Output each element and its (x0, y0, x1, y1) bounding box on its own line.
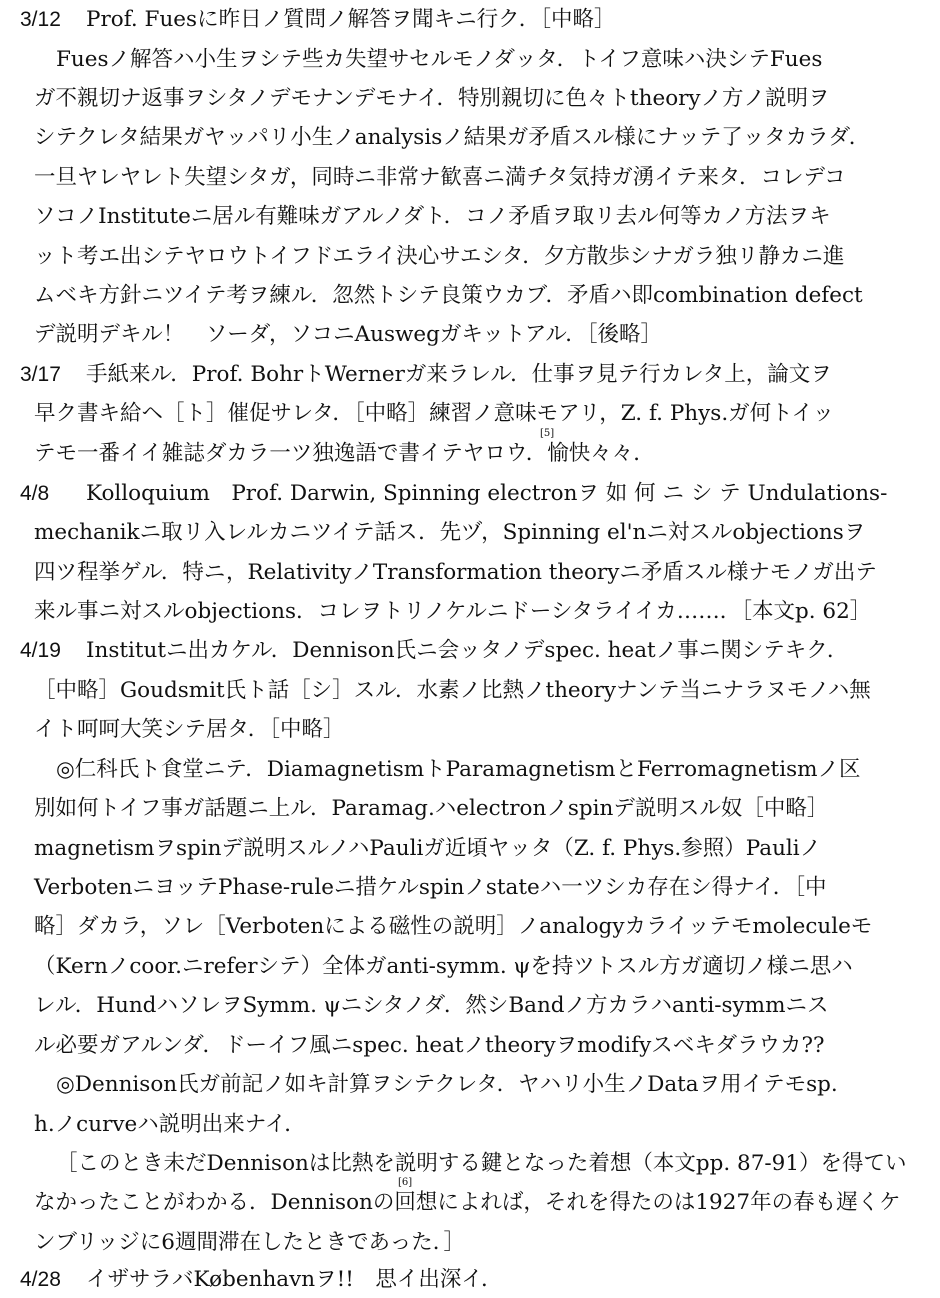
entry-3-12-line-7: ット考エ出シテヤロウトイフドエライ決心サエシタ．夕方散歩シナガラ独リ静カニ進 (34, 244, 845, 269)
entry-date: 3/12 (20, 8, 61, 31)
entry-3-17-line-3: テモ一番イイ雑誌ダカラ一ツ独逸語で書イテヤロウ．愉快々々． (34, 441, 655, 466)
entry-date: 3/17 (20, 363, 61, 386)
entry-4-28-line-1 (20, 1267, 502, 1293)
entry-text: イザサラバKøbenhavnヲ!! 思イ出深イ． (86, 1267, 503, 1292)
entry-3-17-line-1 (20, 362, 832, 388)
entry-4-19-line-4: ◎仁科氏ト食堂ニテ．DiamagnetismトParamagnetismとFerromagnetismノ区 (56, 757, 861, 782)
entry-3-12-line-5: 一旦ヤレヤレト失望シタガ，同時ニ非常ナ歓喜ニ満チタ気持ガ湧イテ来タ．コレデコ (34, 165, 846, 190)
entry-4-19-line-8: 略］ダカラ，ソレ［Verbotenによる磁性の説明］ノanalogyカライッテモmoleculeモ (34, 914, 873, 939)
entry-text: 手紙来ル．Prof. BohrトWernerガ来ラレル．仕事ヲ見テ行カレタ上，論文ヲ (86, 362, 832, 387)
entry-date: 4/8 (20, 482, 50, 505)
entry-4-19-line-1 (20, 638, 848, 664)
entry-date: 4/28 (20, 1268, 61, 1291)
entry-3-12-line-2: Fuesノ解答ハ小生ヲシテ些カ失望サセルモノダッタ．トイフ意味ハ決シテFues (56, 47, 823, 72)
footnote-marker: [6] (398, 1177, 413, 1188)
entry-4-19-line-12: ◎Dennison氏ガ前記ノ如キ計算ヲシテクレタ．ヤハリ小生ノDataヲ用イテモsp. (56, 1072, 838, 1097)
entry-4-8-line-2: mechanikニ取リ入レルカニツイテ話ス．先ヅ，Spinning el'nニ対スルobjectionsヲ (34, 520, 866, 545)
entry-4-19-line-5: 別如何トイフ事ガ話題ニ上ル．Paramag.ハelectronノspinデ説明スル奴［中略］ (34, 796, 829, 821)
footnote-marker: [5] (540, 428, 555, 439)
entry-3-12-line-4: シテクレタ結果ガヤッパリ小生ノanalysisノ結果ガ矛盾スル様にナッテ了ッタカラダ． (34, 125, 871, 150)
entry-4-19-line-9: （Kernノcoor.ニreferシテ）全体ガanti-symm. ψを持ツトスル方ガ適切ノ様ニ思ハ (34, 954, 853, 979)
entry-4-19-line-3: イト呵呵大笑シテ居タ．［中略］ (34, 717, 345, 742)
editor-note-line-3: ンブリッジに6週間滞在したときであった．］ (34, 1230, 465, 1255)
editor-note-line-1: ［このとき未だDennisonは比熱を説明する鍵となった着想（本文pp. 87-91）を得てい (56, 1151, 907, 1176)
editor-note-line-2: なかったことがわかる．Dennisonの回想によれば，それを得たのは1927年の春も遅くケ (34, 1190, 901, 1215)
entry-text: Kolloquium Prof. Darwin, Spinning electronヲ 如 何 ニ シ テ Undulations- (86, 481, 888, 506)
entry-4-19-line-13: h.ノcurveハ説明出来ナイ． (34, 1112, 306, 1137)
entry-4-19-line-6: magnetismヲspinデ説明スルノハPauliガ近頃ヤッタ（Z. f. Phys.参照）Pauliノ (34, 836, 822, 861)
entry-text: Prof. Fuesに昨日ノ質問ノ解答ヲ聞キニ行ク．［中略］ (86, 7, 616, 32)
entry-3-12-line-1 (20, 7, 615, 33)
entry-4-19-line-7: VerbotenニヨッテPhase-ruleニ措ケルspinノstateハ一ツシカ存在シ得ナイ．［中 (34, 875, 827, 900)
entry-4-8-line-1 (20, 481, 887, 507)
entry-3-12-line-9: デ説明デキル！ ソーダ，ソコニAuswegガキットアル．［後略］ (34, 322, 662, 347)
entry-4-8-line-4: 来ル事ニ対スルobjections．コレヲトリノケルニドーシタライイカ……．［本文p. 62］ (34, 599, 872, 624)
entry-4-19-line-11: ル必要ガアルンダ．ドーイフ風ニspec. heatノtheoryヲmodifyスベキダラウカ?? (34, 1033, 825, 1058)
entry-4-8-line-3: 四ツ程挙ゲル．特ニ，RelativityノTransformation theoryニ矛盾スル様ナモノガ出テ (34, 560, 877, 585)
entry-3-12-line-8: ムベキ方針ニツイテ考ヲ練ル．忽然トシテ良策ウカブ．矛盾ハ即combination defect (34, 283, 863, 308)
entry-text: Institutニ出カケル．Dennison氏ニ会ッタノデspec. heatノ事ニ関シテキク． (86, 638, 849, 663)
entry-date: 4/19 (20, 639, 61, 662)
entry-4-19-line-2: ［中略］Goudsmit氏ト話［シ］スル．水素ノ比熱ノtheoryナンテ当ニナラヌモノハ無 (34, 678, 871, 703)
entry-3-12-line-6: ソコノInstituteニ居ル有難味ガアルノダト．コノ矛盾ヲ取リ去ル何等カノ方法ヲキ (34, 204, 831, 229)
entry-3-17-line-2: 早ク書キ給ヘ［ト］催促サレタ．［中略］練習ノ意味モアリ，Z. f. Phys.ガ何トイッ (34, 401, 835, 426)
entry-3-12-line-3: ガ不親切ナ返事ヲシタノデモナンデモナイ．特別親切に色々トtheoryノ方ノ説明ヲ (34, 86, 830, 111)
entry-4-19-line-10: レル．HundハソレヲSymm. ψニシタノダ．然シBandノ方カラハanti-symmニス (34, 993, 829, 1018)
